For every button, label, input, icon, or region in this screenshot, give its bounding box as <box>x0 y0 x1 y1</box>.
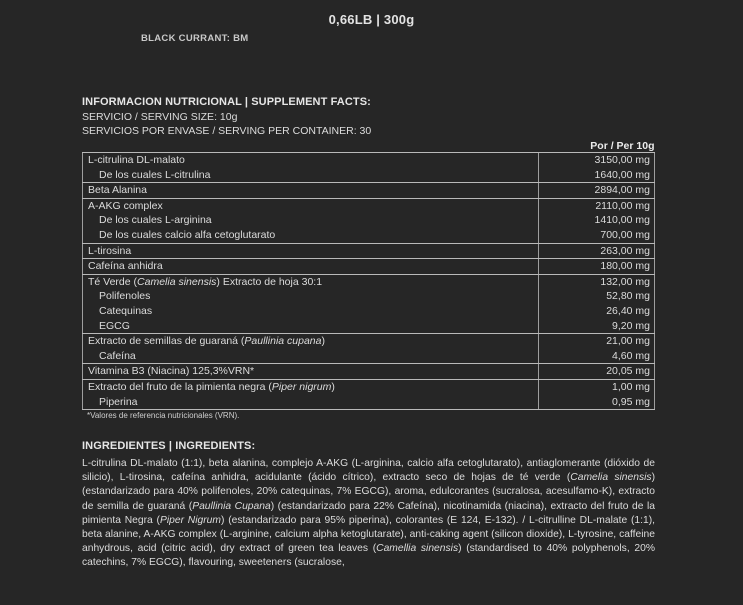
nutrient-amount: 180,00 mg <box>539 259 655 275</box>
nutrient-name: De los cuales L-citrulina <box>83 168 539 183</box>
serving-size-line: SERVICIO / SERVING SIZE: 10g <box>82 111 238 123</box>
table-row <box>83 198 655 213</box>
supplement-facts-header <box>82 96 655 138</box>
nutrition-column-header: Por / Per 10g <box>539 140 655 153</box>
ingredients-body: L-citrulina DL-malato (1:1), beta alanina, complejo A-AKG (L-arginina, calcio alfa cetoglutarato), antiaglomerante (dióxido de silicio), L-tirosina, cafeína anhidra, acidulante (ácido cítrico), extracto seco de hojas de té verde (Camelia sinensis) (estandarizado para 40% polifenoles, 20% catequinas, 7% EGCG), aroma, edulcorantes (sucralosa, acesulfamo-K), extracto de semilla de guaraná (Paullinia Cupana) (estandarizado para 22% Cafeína), nicotinamida (niacina), extracto del fruto de la pimienta Negra (Piper Nigrum) (estandarizado para 95% piperina), colorantes (E 124, E-132). / L-citrulline DL-malate (1:1), beta alanine, A-AKG complex (L-arginine, calcium alpha ketoglutarate), anti-caking agent (silicon dioxide), L-tyrosine, caffeine anhydrous, acid (citric acid), dry extract of green tea leaves (Camellia sinensis) (standardised to 40% polyphenols, 20% catechins, 7% EGCG), flavouring, sweeteners (sucralose, <box>82 458 656 569</box>
nutrient-name: A-AKG complex <box>83 198 539 213</box>
nutrient-name: Beta Alanina <box>83 183 539 199</box>
servings-per-container-line: SERVICIOS POR ENVASE / SERVING PER CONTAINER: 30 <box>82 125 372 137</box>
vrn-footnote: *Valores de referencia nutricionales (VRN). <box>87 411 240 420</box>
nutrition-table-body <box>83 140 655 410</box>
nutrient-name: L-citrulina DL-malato <box>83 153 539 168</box>
table-row <box>83 213 655 228</box>
nutrient-amount: 3150,00 mg <box>539 153 655 168</box>
nutrient-amount: 1640,00 mg <box>539 168 655 183</box>
nutrient-amount: 2110,00 mg <box>539 198 655 213</box>
ingredients-title: INGREDIENTES | INGREDIENTS: <box>82 440 256 452</box>
table-row <box>83 319 655 334</box>
nutrient-name: Cafeína anhidra <box>83 259 539 275</box>
table-row <box>83 349 655 364</box>
nutrient-amount: 0,95 mg <box>539 395 655 410</box>
nutrient-name: Vitamina B3 (Niacina) 125,3%VRN* <box>83 364 539 380</box>
nutrient-amount: 1410,00 mg <box>539 213 655 228</box>
nutrient-name: De los cuales L-arginina <box>83 213 539 228</box>
table-row <box>83 334 655 349</box>
table-row <box>83 274 655 289</box>
table-row <box>83 168 655 183</box>
table-row <box>83 379 655 394</box>
nutrient-amount: 4,60 mg <box>539 349 655 364</box>
nutrient-name: Polifenoles <box>83 289 539 304</box>
table-row <box>83 289 655 304</box>
net-weight-label: 0,66LB | 300g <box>328 12 415 27</box>
nutrition-table <box>82 140 655 410</box>
table-row <box>83 228 655 243</box>
nutrient-name: L-tirosina <box>83 243 539 259</box>
nutrient-name: Piperina <box>83 395 539 410</box>
nutrient-amount: 2894,00 mg <box>539 183 655 199</box>
nutrient-name: Extracto del fruto de la pimienta negra (Piper nigrum) <box>83 379 539 394</box>
table-row <box>83 259 655 275</box>
nutrient-amount: 26,40 mg <box>539 304 655 319</box>
table-row <box>83 395 655 410</box>
nutrient-name: Cafeína <box>83 349 539 364</box>
nutrition-header-spacer <box>83 140 539 153</box>
nutrient-name: EGCG <box>83 319 539 334</box>
nutrient-amount: 1,00 mg <box>539 379 655 394</box>
table-row <box>83 304 655 319</box>
nutrient-name: Catequinas <box>83 304 539 319</box>
nutrient-amount: 700,00 mg <box>539 228 655 243</box>
table-row <box>83 153 655 168</box>
nutrient-amount: 52,80 mg <box>539 289 655 304</box>
nutrient-name: Té Verde (Camelia sinensis) Extracto de hoja 30:1 <box>83 274 539 289</box>
table-row <box>83 243 655 259</box>
nutrient-amount: 9,20 mg <box>539 319 655 334</box>
supplement-facts-title: INFORMACION NUTRICIONAL | SUPPLEMENT FACTS: <box>82 96 371 108</box>
nutrient-amount: 20,05 mg <box>539 364 655 380</box>
nutrition-table-header-row <box>83 140 655 153</box>
nutrient-name: Extracto de semillas de guaraná (Paullinia cupana) <box>83 334 539 349</box>
nutrient-amount: 263,00 mg <box>539 243 655 259</box>
flavour-code-label: BLACK CURRANT: BM <box>141 33 249 44</box>
nutrient-amount: 21,00 mg <box>539 334 655 349</box>
table-row <box>83 364 655 380</box>
nutrient-name: De los cuales calcio alfa cetoglutarato <box>83 228 539 243</box>
table-row <box>83 183 655 199</box>
nutrient-amount: 132,00 mg <box>539 274 655 289</box>
